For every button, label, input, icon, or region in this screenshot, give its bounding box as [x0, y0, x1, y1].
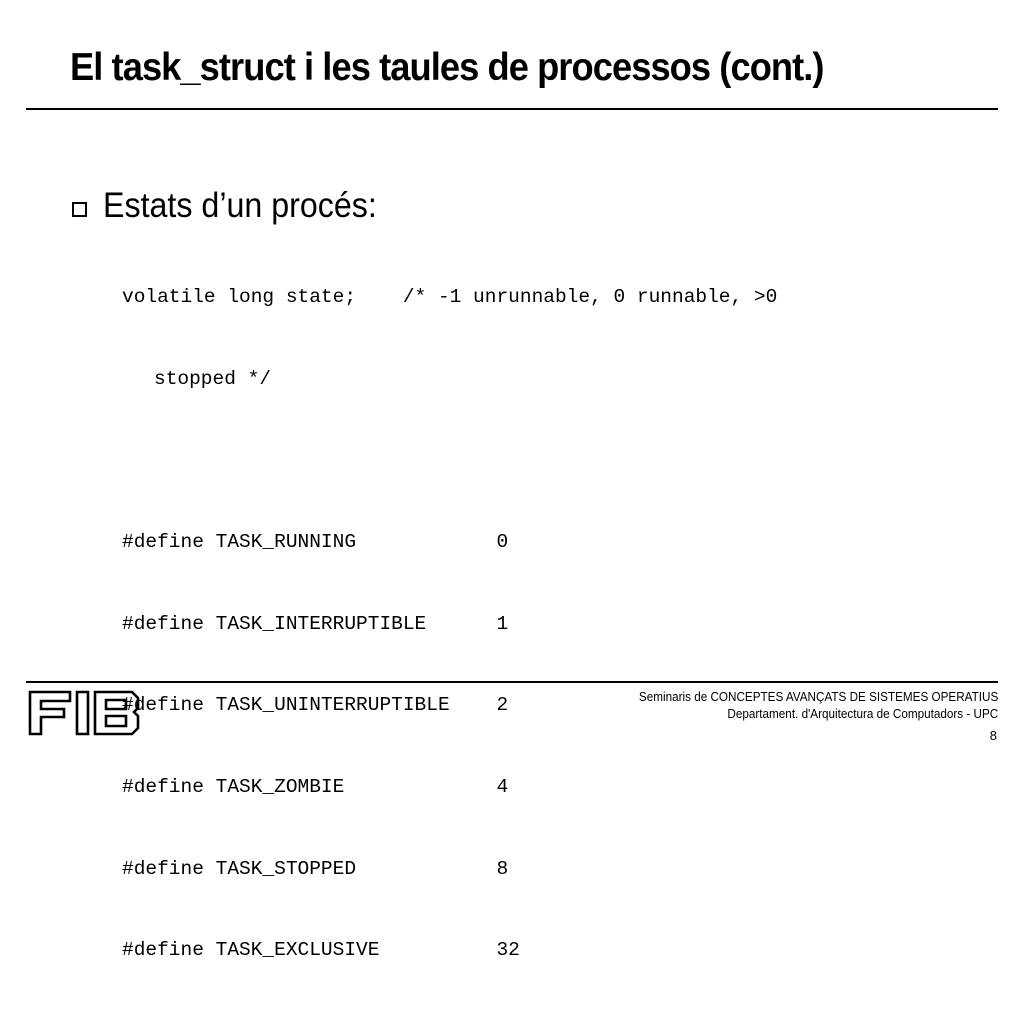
title-divider [26, 108, 998, 110]
fib-logo [28, 690, 140, 736]
square-bullet-icon [72, 202, 87, 217]
bullet-item [72, 186, 401, 226]
code-line: #define TASK_UNINTERRUPTIBLE 2 [122, 694, 509, 717]
footer-line-department: Departament. d'Arquitectura de Computadors - UPC [727, 706, 998, 721]
code-line: volatile long state; /* -1 unrunnable, 0 runnable, >0 [122, 286, 778, 309]
bullet-text: Estats d’un procés: [103, 186, 377, 225]
code-line: #define TASK_EXCLUSIVE 32 [122, 939, 520, 962]
code-line: stopped */ [154, 368, 272, 390]
code-line: #define TASK_RUNNING 0 [122, 531, 509, 554]
code-line-blank [122, 448, 777, 475]
footer-credits [639, 688, 998, 722]
page-number: 8 [989, 728, 997, 743]
footer-divider [26, 681, 998, 683]
footer-line-course: Seminaris de CONCEPTES AVANÇATS DE SISTEMES OPERATIUS [638, 689, 998, 704]
slide-title: El task_struct i les taules de processos (cont.) [70, 46, 824, 89]
code-line: #define TASK_STOPPED 8 [122, 857, 509, 880]
code-line: #define TASK_INTERRUPTIBLE 1 [122, 612, 509, 635]
code-block [122, 230, 777, 1019]
code-line: #define TASK_ZOMBIE 4 [122, 775, 509, 798]
